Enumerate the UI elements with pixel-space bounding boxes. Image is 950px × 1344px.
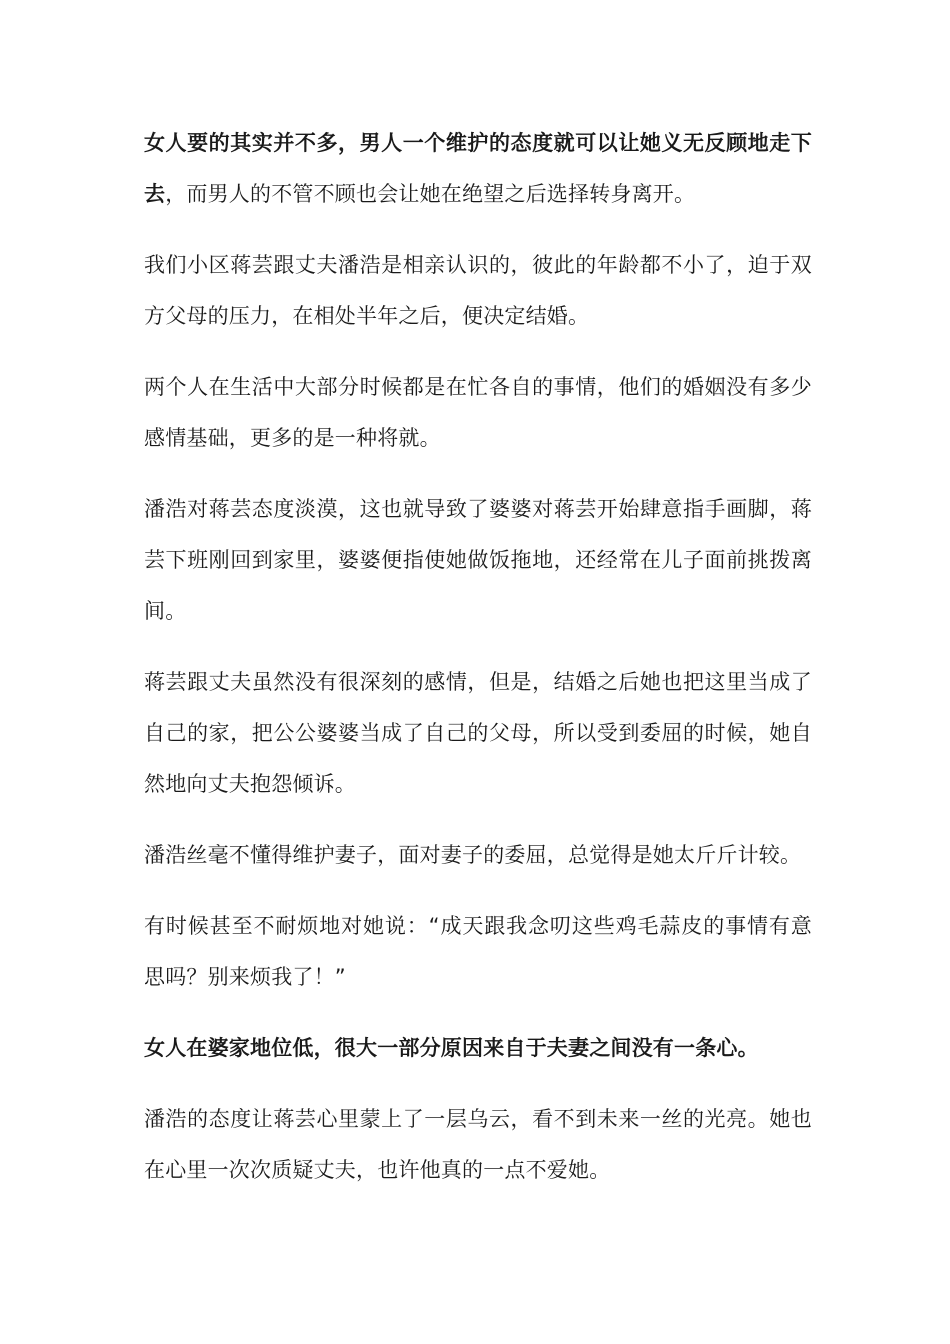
paragraph-7: 有时候甚至不耐烦地对她说：“成天跟我念叨这些鸡毛蒜皮的事情有意思吗？别来烦我了！” <box>144 914 812 989</box>
paragraph-9: 潘浩的态度让蒋芸心里蒙上了一层乌云，看不到未来一丝的光亮。她也在心里一次次质疑丈夫，也许他真的一点不爱她。 <box>144 1107 812 1182</box>
paragraph-1 <box>144 118 812 220</box>
paragraph-5: 蒋芸跟丈夫虽然没有很深刻的感情，但是，结婚之后她也把这里当成了自己的家，把公公婆婆当成了自己的父母，所以受到委屈的时候，她自然地向丈夫抱怨倾诉。 <box>144 670 812 796</box>
paragraph-1-normal: ，而男人的不管不顾也会让她在绝望之后选择转身离开。 <box>165 182 696 206</box>
paragraph-1-bold: 女人要的其实并不多，男人一个维护的态度就可以让她义无反顾地走下去 <box>144 131 812 206</box>
paragraph-3: 两个人在生活中大部分时候都是在忙各自的事情，他们的婚姻没有多少感情基础，更多的是一种将就。 <box>144 375 812 450</box>
paragraph-4: 潘浩对蒋芸态度淡漠，这也就导致了婆婆对蒋芸开始肆意指手画脚，蒋芸下班刚回到家里，婆婆便指使她做饭拖地，还经常在儿子面前挑拨离间。 <box>144 497 812 623</box>
paragraph-8-heading: 女人在婆家地位低，很大一部分原因来自于夫妻之间没有一条心。 <box>144 1036 759 1060</box>
article-body <box>144 118 812 1216</box>
paragraph-6: 潘浩丝毫不懂得维护妻子，面对妻子的委屈，总觉得是她太斤斤计较。 <box>144 843 802 867</box>
paragraph-2: 我们小区蒋芸跟丈夫潘浩是相亲认识的，彼此的年龄都不小了，迫于双方父母的压力，在相处半年之后，便决定结婚。 <box>144 253 812 328</box>
